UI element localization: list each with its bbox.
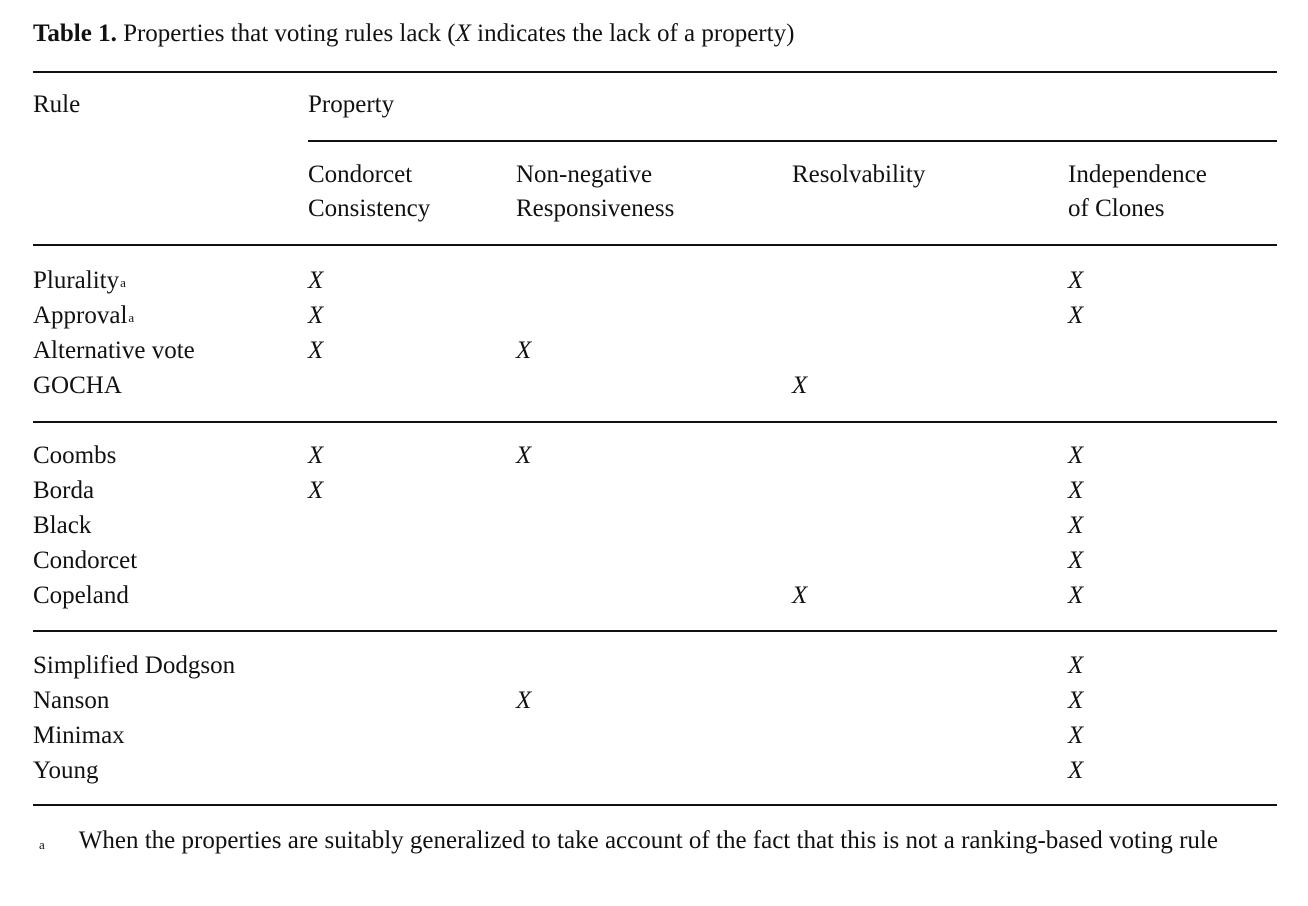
rule-name [33,579,129,613]
footnote-ref: a [128,310,135,325]
caption-text-before: Properties that voting rules lack ( [123,20,456,47]
rule-name [33,369,122,403]
group-divider [33,630,1277,632]
rule-name-text: Minimax [33,722,125,749]
rule-name-text: Copeland [33,582,129,609]
header-bottom-rule [33,244,1277,246]
rule-name-text: Approval [33,302,128,329]
footnote [33,824,1277,858]
lack-mark: X [1068,512,1084,539]
rule-name-text: GOCHA [33,372,122,399]
rule-name [33,684,109,718]
lack-mark: X [308,337,324,364]
header-col-resolvability: Resolvability [792,161,926,188]
lack-mark: X [1068,687,1084,714]
lack-mark: X [1068,722,1084,749]
header-property: Property [308,91,395,118]
rule-name [33,264,126,298]
rule-name-text: Borda [33,477,95,504]
lack-mark: X [308,302,324,329]
lack-mark: X [308,442,324,469]
lack-mark: X [1068,302,1084,329]
lack-mark: X [308,477,324,504]
rule-name-text: Condorcet [33,547,138,574]
lack-mark: X [1068,582,1084,609]
table-caption [33,20,794,48]
header-col-independence-of-clones: Independence of Clones [1068,161,1207,222]
lack-mark: X [516,442,532,469]
caption-text-after: indicates the lack of a property) [470,20,795,47]
lack-mark: X [1068,757,1084,784]
rule-name [33,299,134,333]
rule-name [33,754,99,788]
rule-name-text: Plurality [33,267,120,294]
rule-name [33,719,125,753]
rule-name [33,439,116,473]
caption-x: X [455,20,471,47]
top-rule [33,71,1277,73]
lack-mark: X [516,687,532,714]
rule-name-text: Coombs [33,442,117,469]
header-col-condorcet-consistency: Condorcet Consistency [308,161,431,222]
rule-name-text: Young [33,757,99,784]
lack-mark: X [1068,652,1084,679]
table-bottom-rule [33,804,1277,806]
table-label: Table 1. [33,20,117,47]
lack-mark: X [1068,547,1084,574]
lack-mark: X [516,337,532,364]
footnote-text: When the properties are suitably generalized to take account of the fact that this is not a ranking-based voting rule [78,827,1218,854]
lack-mark: X [1068,477,1084,504]
rule-name-text: Nanson [33,687,110,714]
rule-name [33,649,235,683]
lack-mark: X [1068,267,1084,294]
header-col-non-negative-responsiveness: Non-negative Responsiveness [516,161,675,222]
rule-name [33,474,94,508]
rule-name [33,509,91,543]
footnote-mark: a [39,837,45,852]
lack-mark: X [792,372,808,399]
rule-name-text: Alternative vote [33,337,195,364]
lack-mark: X [792,582,808,609]
group-divider [33,421,1277,423]
lack-mark: X [308,267,324,294]
rule-name [33,544,137,578]
property-subrule [308,140,1277,142]
header-rule: Rule [33,91,81,118]
lack-mark: X [1068,442,1084,469]
footnote-ref: a [120,275,126,290]
rule-name-text: Black [33,512,92,539]
rule-name-text: Simplified Dodgson [33,652,236,679]
rule-name [33,334,195,368]
